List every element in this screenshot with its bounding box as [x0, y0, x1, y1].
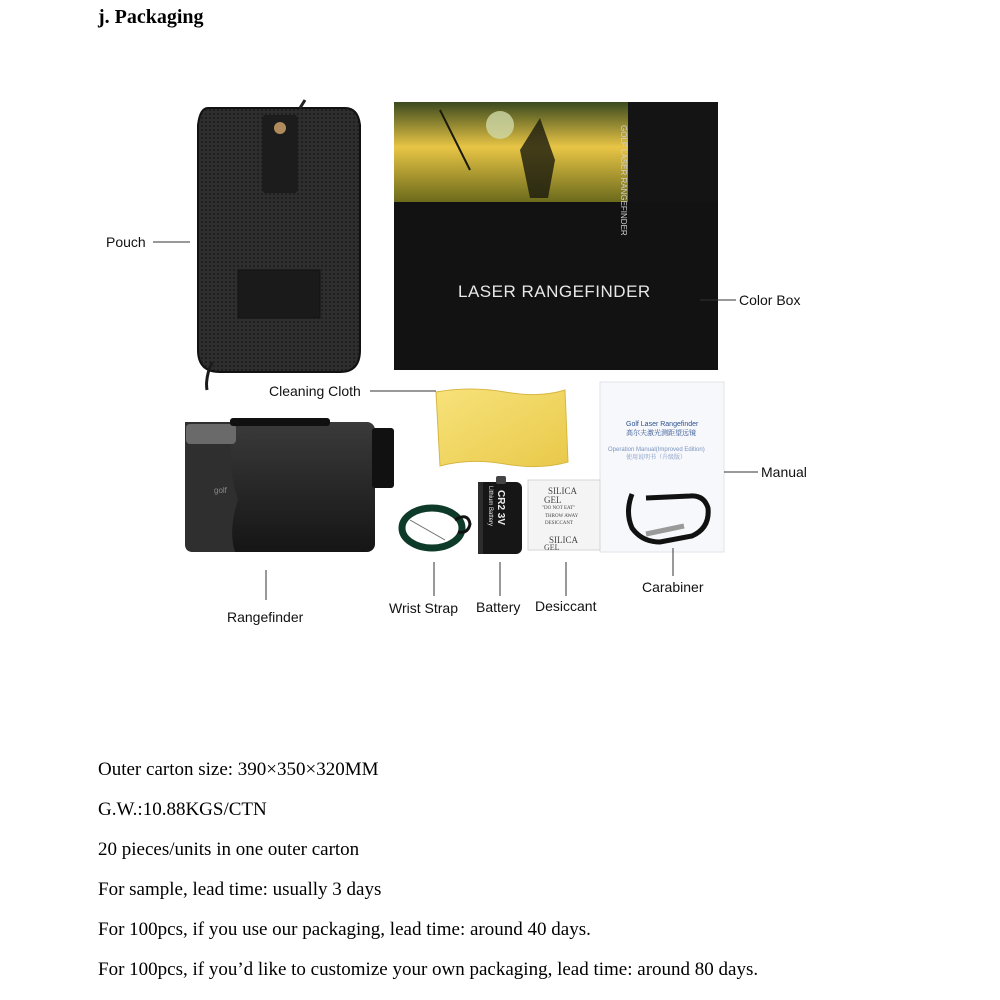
- silica-text-1: SILICA: [548, 486, 577, 496]
- silica-text-6: SILICA: [549, 535, 578, 545]
- manual-sub-zh: 使用说明书（升级版）: [626, 455, 687, 461]
- silica-text-5: DESICCANT: [545, 521, 574, 526]
- manual-subtitle: [608, 446, 705, 462]
- detail-sample-lead-time: For sample, lead time: usually 3 days: [98, 879, 382, 900]
- label-wrist-strap: Wrist Strap: [389, 600, 458, 616]
- battery-lithium-text: Lithium Battery: [487, 486, 493, 527]
- label-pouch: Pouch: [106, 234, 146, 250]
- wrist-strap-image: [402, 508, 470, 548]
- detail-standard-lead-time: For 100pcs, if you use our packaging, lead time: around 40 days.: [98, 919, 591, 940]
- section-heading: j. Packaging: [98, 6, 204, 28]
- label-rangefinder: Rangefinder: [227, 609, 304, 625]
- silica-text-7: GEL: [544, 543, 560, 552]
- label-cleaning-cloth: Cleaning Cloth: [269, 383, 361, 399]
- box-spine-text: GOLF LASER RANGEFINDER: [619, 125, 628, 236]
- rangefinder-logo: golf: [214, 486, 227, 495]
- detail-carton-size: Outer carton size: 390×350×320MM: [98, 759, 379, 780]
- detail-units-per-carton: 20 pieces/units in one outer carton: [98, 839, 360, 860]
- manual-title: [626, 420, 698, 438]
- manual-sub-en: Operation Manual(Improved Edition): [608, 447, 705, 453]
- silica-text-3: "DO NOT EAT": [542, 506, 576, 511]
- box-front-text: LASER RANGEFINDER: [458, 282, 651, 301]
- silica-text-4: THROW AWAY: [545, 514, 579, 519]
- label-carabiner: Carabiner: [642, 579, 704, 595]
- label-manual: Manual: [761, 464, 807, 480]
- color-box-image: [394, 102, 718, 370]
- detail-gross-weight: G.W.:10.88KGS/CTN: [98, 799, 267, 820]
- label-color-box: Color Box: [739, 292, 801, 308]
- battery-cr2-text: CR2 3V: [495, 490, 506, 526]
- manual-title-zh: 高尔夫激光测距望远镜: [626, 430, 696, 437]
- cleaning-cloth-image: [436, 389, 568, 467]
- label-desiccant: Desiccant: [535, 598, 597, 614]
- pouch-image: [198, 100, 360, 390]
- label-battery: Battery: [476, 599, 521, 615]
- detail-custom-lead-time: For 100pcs, if you’d like to customize your own packaging, lead time: around 80 days.: [98, 959, 759, 980]
- rangefinder-image: [185, 418, 394, 552]
- packaging-details: [98, 756, 758, 996]
- silica-text-2: GEL: [544, 495, 562, 505]
- manual-title-en: Golf Laser Rangefinder: [626, 421, 699, 428]
